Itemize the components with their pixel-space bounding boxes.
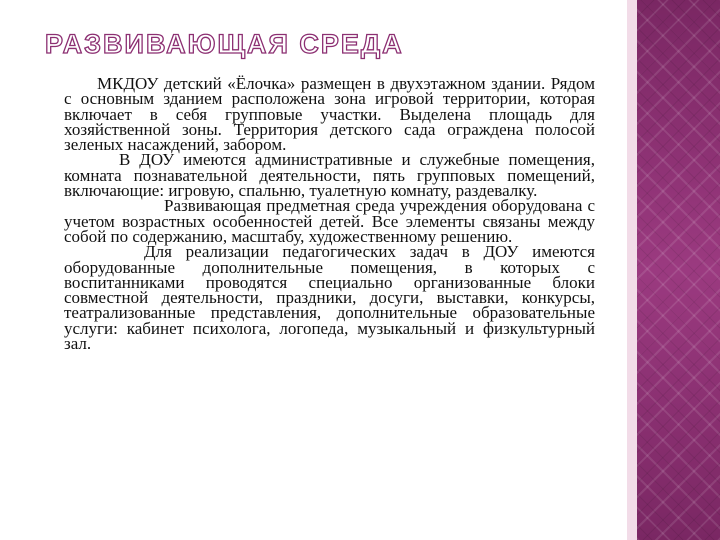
paragraph-building: МКДОУ детский «Ёлочка» размещен в двухэтажном здании. Рядом с основным зданием расположена зона игровой территории, которая включает в себя групповые участки. Выделена площадь для хозяйственной зоны. Территория детского сада ограждена полосой зеленых насаждений, забором. xyxy=(64,74,595,155)
decorative-sidebar-pattern xyxy=(637,0,720,540)
paragraph-additional-rooms: Для реализации педагогических задач в ДОУ имеются оборудованные дополнительные помещения, в которых с воспитанниками проводятся специально организованные блоки совместной деятельности, праздники, досуги, выставки, конкурсы, театрализованные представления, дополнительные образовательные услуги: кабинет психолога, логопеда, музыкальный и физкультурный зал. xyxy=(64,242,595,354)
sidebar-divider xyxy=(627,0,637,540)
slide-body xyxy=(64,74,595,354)
paragraph-environment: Развивающая предметная среда учреждения оборудована с учетом возрастных особенностей детей. Все элементы связаны между собой по содержанию, масштабу, художественному решению. xyxy=(64,196,595,246)
slide-title: РАЗВИВАЮЩАЯ СРЕДА xyxy=(45,29,404,59)
paragraph-premises: В ДОУ имеются административные и служебные помещения, комната познавательной деятельности, пять групповых помещений, включающие: игровую, спальню, туалетную комнату, раздевалку. xyxy=(64,150,595,201)
